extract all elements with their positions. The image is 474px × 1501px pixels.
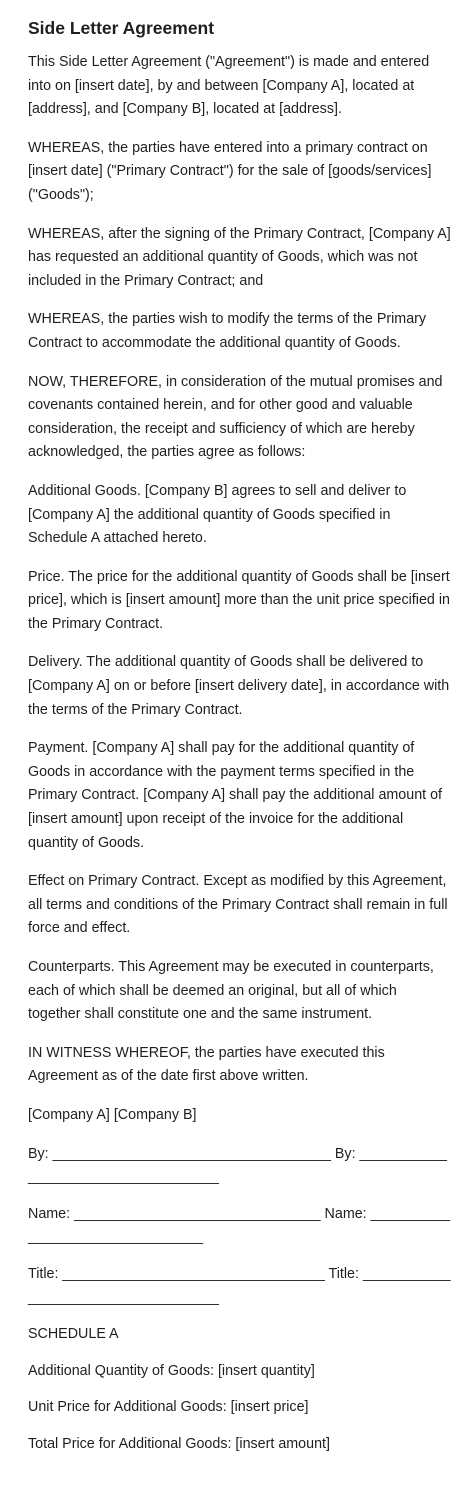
in-witness-paragraph: IN WITNESS WHEREOF, the parties have executed this Agreement as of the date first above written. — [28, 1044, 385, 1085]
whereas-paragraph-1: WHEREAS, the parties have entered into a primary contract on [insert date] ("Primary Contract") for the sale of [goods/services] ("Goods"); — [28, 139, 432, 203]
clause-counterparts: Counterparts. This Agreement may be executed in counterparts, each of which shall be deemed an original, but all of which together shall constitute one and the same instrument. — [28, 959, 434, 1023]
clause-price: Price. The price for the additional quantity of Goods shall be [insert price], which is [insert amount] more than the unit price specified in the Primary Contract. — [28, 568, 450, 632]
schedule-heading: SCHEDULE A — [28, 1326, 119, 1343]
parties-line: [Company A] [Company B] — [28, 1106, 197, 1123]
clause-additional-goods: Additional Goods. [Company B] agrees to sell and deliver to [Company A] the additional quantity of Goods specified in Schedule A attached hereto. — [28, 482, 407, 547]
clause-effect-on-primary-contract: Effect on Primary Contract. Except as modified by this Agreement, all terms and conditions of the Primary Contract shall remain in full force and effect. — [28, 873, 448, 937]
whereas-paragraph-3: WHEREAS, the parties wish to modify the terms of the Primary Contract to accommodate the additional quantity of Goods. — [28, 311, 427, 351]
schedule-item-quantity: Additional Quantity of Goods: [insert quantity] — [28, 1362, 315, 1379]
clause-payment: Payment. [Company A] shall pay for the additional quantity of Goods in accordance with the payment terms specified in the Primary Contract. [Company A] shall pay the additional amount of [insert amount] upon receipt of the invoice for the additional quantity of Goods. — [28, 740, 443, 851]
schedule-item-unit-price: Unit Price for Additional Goods: [insert price] — [28, 1399, 309, 1416]
document-title: Side Letter Agreement — [28, 18, 215, 38]
clause-delivery: Delivery. The additional quantity of Goods shall be delivered to [Company A] on or before [insert delivery date], in accordance with the terms of the Primary Contract. — [28, 654, 450, 718]
signature-name-line: Name: _______________________________ Name: ________________________________ — [28, 1205, 451, 1246]
whereas-paragraph-2: WHEREAS, after the signing of the Primary Contract, [Company A] has requested an additional quantity of Goods, which was not included in the Primary Contract; and — [28, 225, 451, 289]
intro-paragraph: This Side Letter Agreement ("Agreement") is made and entered into on [insert date], by and between [Company A], located at [address], and [Company B], located at [address]. — [28, 54, 430, 118]
signature-title-line: Title: _________________________________ Title: ___________________________________ — [28, 1265, 451, 1306]
now-therefore-paragraph: NOW, THEREFORE, in consideration of the mutual promises and covenants contained herein, and for other good and valuable consideration, the receipt and sufficiency of which are hereby acknowledged, the parties agree as follows: — [28, 373, 443, 461]
schedule-item-total-price: Total Price for Additional Goods: [insert amount] — [28, 1435, 330, 1452]
signature-by-line: By: ___________________________________ By: ___________________________________ — [28, 1145, 447, 1186]
document-page — [28, 16, 452, 1470]
